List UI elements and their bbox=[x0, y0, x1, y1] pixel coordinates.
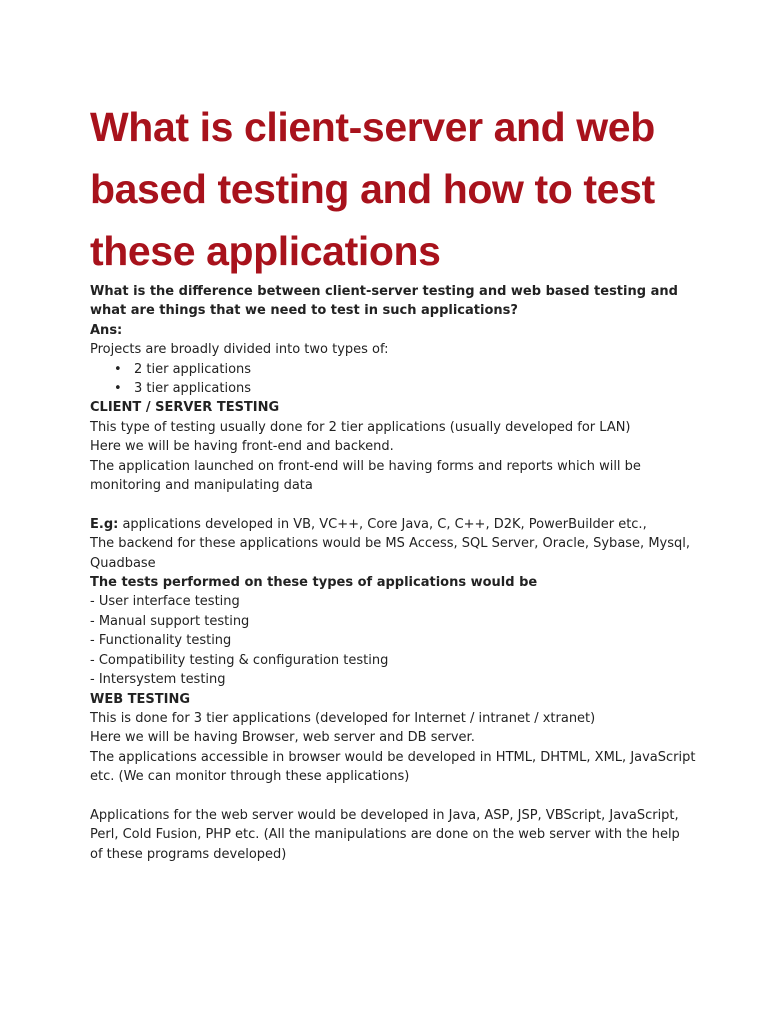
tests-heading: The tests performed on these types of applications would be bbox=[90, 575, 538, 591]
question-line: What is the difference between client-server testing and web based testing and bbox=[90, 284, 678, 299]
example-line bbox=[90, 515, 690, 534]
paragraph-line: Here we will be having Browser, web server and DB server. bbox=[90, 730, 475, 746]
test-item: - User interface testing bbox=[90, 594, 240, 610]
test-item: - Intersystem testing bbox=[90, 672, 226, 688]
client-server-heading: CLIENT / SERVER TESTING bbox=[90, 400, 280, 416]
list-item-text: 3 tier applications bbox=[134, 381, 252, 397]
ans-label: Ans: bbox=[90, 322, 123, 338]
paragraph-line: of these programs developed) bbox=[90, 846, 287, 862]
paragraph-line: Perl, Cold Fusion, PHP etc. (All the manipulations are done on the web server with the help bbox=[90, 827, 680, 843]
tier-bullet-list bbox=[90, 360, 690, 399]
question-line: what are things that we need to test in such applications? bbox=[90, 303, 518, 319]
spacer bbox=[90, 787, 690, 806]
test-item: - Functionality testing bbox=[90, 633, 232, 649]
page-title bbox=[90, 96, 690, 282]
paragraph-line: monitoring and manipulating data bbox=[90, 478, 313, 494]
paragraph-line: This is done for 3 tier applications (developed for Internet / intranet / xtranet) bbox=[90, 710, 596, 726]
eg-text: applications developed in VB, VC++, Core Java, C, C++, D2K, PowerBuilder etc., bbox=[118, 516, 647, 532]
test-item: - Compatibility testing & configuration testing bbox=[90, 652, 389, 668]
paragraph-line: etc. (We can monitor through these applications) bbox=[90, 769, 410, 785]
paragraph-line: The backend for these applications would be MS Access, SQL Server, Oracle, Sybase, Mysql, bbox=[90, 536, 690, 552]
web-testing-heading: WEB TESTING bbox=[90, 691, 191, 707]
bullet-icon: • bbox=[114, 381, 122, 397]
spacer bbox=[90, 495, 690, 514]
paragraph-line: This type of testing usually done for 2 tier applications (usually developed for LAN) bbox=[90, 419, 631, 435]
paragraph-line: The applications accessible in browser would be developed in HTML, DHTML, XML, JavaScript bbox=[90, 749, 696, 765]
title-line: What is client-server and web bbox=[90, 104, 655, 150]
eg-label: E.g: bbox=[90, 516, 119, 532]
bullet-icon: • bbox=[114, 361, 122, 377]
intro-text: Projects are broadly divided into two types of: bbox=[90, 342, 389, 358]
article-body bbox=[90, 282, 696, 864]
list-item bbox=[114, 379, 690, 398]
title-line: these applications bbox=[90, 228, 441, 274]
list-item-text: 2 tier applications bbox=[134, 361, 252, 377]
paragraph-line: Here we will be having front-end and backend. bbox=[90, 439, 394, 455]
test-item: - Manual support testing bbox=[90, 613, 250, 629]
paragraph-line: Quadbase bbox=[90, 555, 156, 571]
title-line: based testing and how to test bbox=[90, 166, 655, 212]
paragraph-line: The application launched on front-end will be having forms and reports which will be bbox=[90, 458, 641, 474]
paragraph-line: Applications for the web server would be developed in Java, ASP, JSP, VBScript, JavaScript, bbox=[90, 807, 679, 823]
list-item bbox=[114, 360, 690, 379]
